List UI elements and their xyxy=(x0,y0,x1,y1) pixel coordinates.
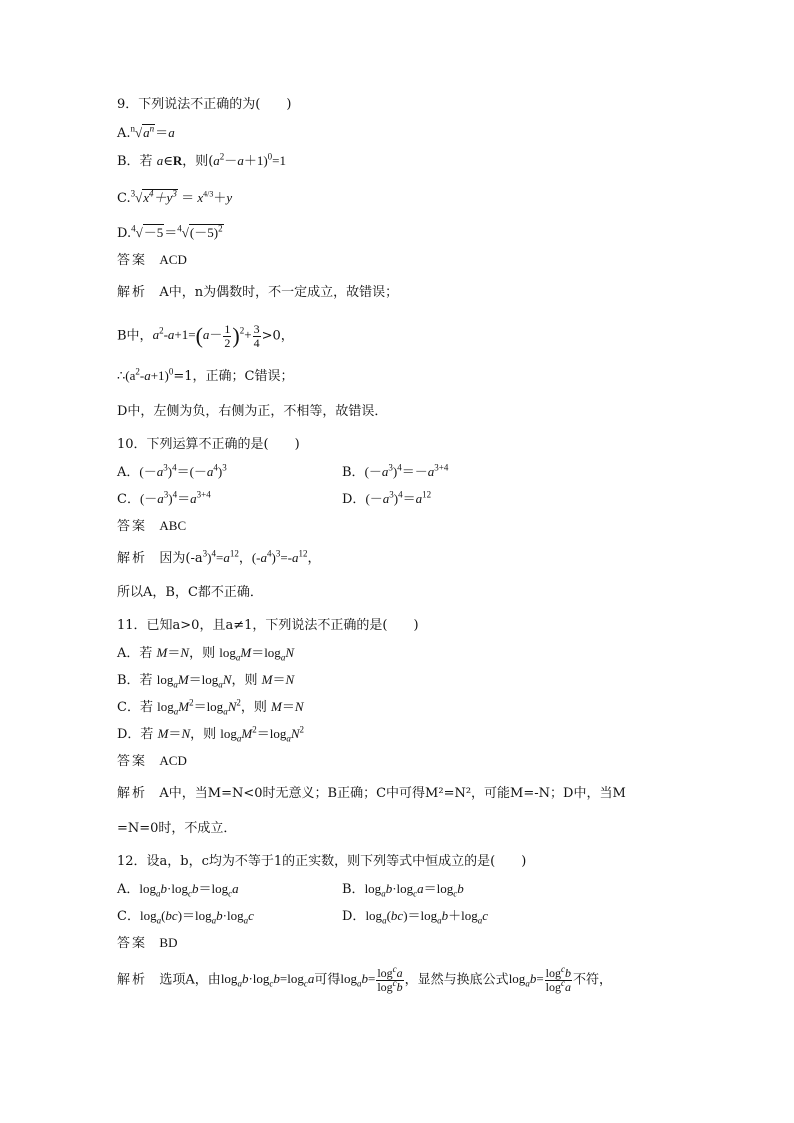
q12-option-c: C．$\log_a(bc)=\log_ab\cdot\log_ac$ xyxy=(117,908,254,926)
q11-stem: 11．已知a>0，且a≠1，下列说法不正确的是( ) xyxy=(117,618,419,633)
q11-explanation-1: 解析 A中，当M=N<0时无意义；B正确；C中可得M²=N²，可能M=-N；D中，当M xyxy=(117,786,626,801)
q11-answer: 答案 ACD xyxy=(117,753,187,769)
q10-stem: 10．下列运算不正确的是( ) xyxy=(117,437,300,452)
q12-stem: 12．设a，b，c均为不等于1的正实数，则下列等式中恒成立的是( ) xyxy=(117,854,527,869)
q10-option-c: C．$(-a^3)^4=a^{3+4}$ xyxy=(117,489,211,507)
q12-answer: 答案 BD xyxy=(117,935,178,951)
q12-option-a: A．$\log_ab\cdot\log_cb=\log_ca$ xyxy=(117,881,239,899)
q9-explanation-2: B中，$a^2-a+1=(a-$ $\frac{1}{2}$ )$^2$+ $\frac{3}{4}$ >0， xyxy=(117,322,294,350)
q11-option-b: B．若 $\log_aM=\log_aN$，则 M＝N xyxy=(117,672,295,690)
q10-option-d: D．$(-a^3)^4=a^{12}$ xyxy=(342,489,432,507)
q9-option-d: $D.^4√-5=^4√(-5)^2$ xyxy=(117,223,223,241)
q12-explanation-1: 解析 选项A，由$\log_ab\cdot\log_cb=\log_ca$可得$\log_ab=$ $\frac{\log^ca}{\log^cb}$ ，显然与换底公式$\log_ab=$ $\frac{\log^cb}{\log^ca}$ 不符， xyxy=(117,964,613,994)
q12-option-b: B．$\log_ab\cdot\log_ca=\log_cb$ xyxy=(342,881,464,899)
q9-option-b: B．若 a∈R，则$(a^2-a+1)^0=1$ xyxy=(117,151,286,169)
q9-option-c: $C.^3√x^4+y^3 = x^{4/3}+y$ xyxy=(117,188,233,206)
q10-explanation-2: 所以A，B，C都不正确． xyxy=(117,585,263,600)
q12-option-d: D．$\log_a(bc)=\log_ab+\log_ac$ xyxy=(342,908,489,926)
q9-explanation-1: 解析 A中，n为偶数时，不一定成立，故错误； xyxy=(117,285,399,300)
q11-explanation-2: =N=0时，不成立． xyxy=(117,821,237,836)
q11-option-c: C．若 $\log_aM^2=\log_aN^2$，则 M＝N xyxy=(117,697,304,717)
q9-explanation-3: $\therefore(a^2-a+1)^0=1$，正确；C错误； xyxy=(117,366,294,384)
q10-option-b: B．$(-a^3)^4=-a^{3+4}$ xyxy=(342,462,449,480)
q9-stem: 9．下列说法不正确的为( ) xyxy=(117,97,292,112)
q10-answer: 答案 ABC xyxy=(117,518,187,534)
q11-option-d: D．若 M＝N，则 $\log_aM^2=\log_aN^2$ xyxy=(117,724,305,744)
q9-answer: 答案 ACD xyxy=(117,252,187,268)
q10-option-a: A．$(-a^3)^4=(-a^4)^3$ xyxy=(117,462,227,480)
q11-option-a: A．若 M＝N，则 $\log_aM=\log_aN$ xyxy=(117,645,294,663)
q9-option-a: $A.^n√a^n=a$ xyxy=(117,123,175,141)
q9-explanation-4: D中，左侧为负，右侧为正，不相等，故错误． xyxy=(117,404,388,419)
q10-explanation-1: 解析 因为$(-a^3)^4=a^{12}$，$(-a^4)^3=-a^{12}$， xyxy=(117,548,321,566)
